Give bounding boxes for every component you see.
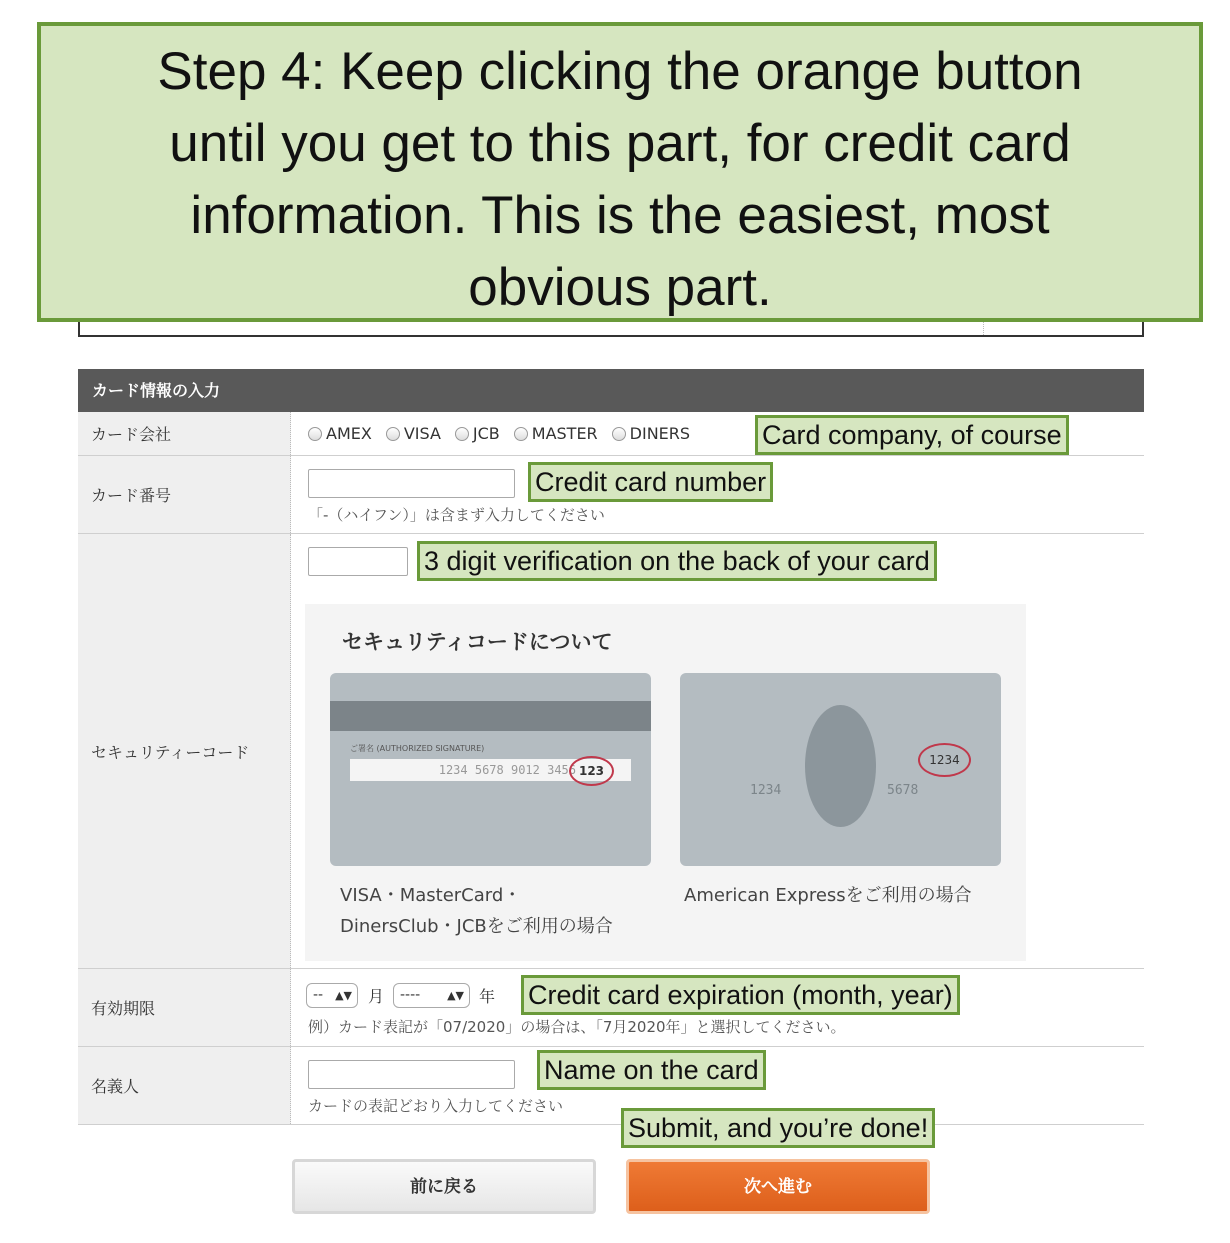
card-number-left: 1234	[750, 783, 782, 798]
card-holder-label: 名義人	[78, 1047, 291, 1124]
banner-line: Step 4: Keep clicking the orange button	[157, 42, 1083, 101]
security-code-explainer	[305, 604, 1026, 961]
back-card-caption-line: DinersClub・JCBをご利用の場合	[340, 916, 613, 937]
callout-card-holder: Name on the card	[537, 1050, 766, 1090]
form-header: カード情報の入力	[78, 369, 1144, 412]
card-number-input[interactable]	[308, 469, 515, 498]
card-number-label: カード番号	[78, 456, 291, 533]
radio-amex-label: AMEX	[326, 424, 372, 443]
card-holder-hint: カードの表記どおり入力してください	[308, 1097, 564, 1115]
next-button[interactable]: 次へ進む	[626, 1159, 930, 1214]
card-emblem	[805, 705, 876, 827]
expiry-hint: 例）カード表記が「07/2020」の場合は、「7月2020年」と選択してください。	[308, 1018, 846, 1036]
cid-highlight: 1234	[918, 743, 971, 777]
month-unit: 月	[368, 987, 385, 1006]
expiry-label: 有効期限	[78, 969, 291, 1046]
card-number-hint: 「-（ハイフン）」は含まず入力してください	[308, 506, 605, 524]
expiry-year-select[interactable]	[393, 983, 470, 1008]
select-arrows-icon: ▲▼	[447, 989, 464, 1002]
security-code-label: セキュリティーコード	[78, 534, 291, 968]
callout-card-number: Credit card number	[528, 462, 773, 502]
card-company-label: カード会社	[78, 412, 291, 455]
card-front-illustration	[680, 673, 1001, 866]
security-code-field	[291, 534, 1144, 968]
radio-jcb-label: JCB	[472, 424, 500, 443]
callout-card-company: Card company, of course	[755, 415, 1069, 455]
security-code-row	[78, 534, 1144, 969]
card-back-illustration	[330, 673, 651, 866]
radio-circle-icon[interactable]	[455, 427, 469, 441]
radio-visa[interactable]	[386, 424, 441, 443]
card-holder-input[interactable]	[308, 1060, 515, 1089]
back-button[interactable]: 前に戻る	[292, 1159, 596, 1214]
banner-line: obvious part.	[468, 258, 772, 317]
radio-visa-label: VISA	[403, 424, 441, 443]
radio-circle-icon[interactable]	[308, 427, 322, 441]
radio-jcb[interactable]	[455, 424, 500, 443]
select-arrows-icon: ▲▼	[335, 989, 352, 1002]
cvv-highlight: 123	[569, 756, 614, 786]
callout-security-code: 3 digit verification on the back of your card	[417, 541, 937, 581]
signature-label: ご署名 (AUTHORIZED SIGNATURE)	[350, 744, 485, 753]
security-code-explainer-title: セキュリティコードについて	[342, 630, 613, 654]
radio-circle-icon[interactable]	[612, 427, 626, 441]
banner-line: until you get to this part, for credit card	[169, 114, 1071, 173]
card-company-radio-group	[308, 424, 690, 443]
radio-diners-label: DINERS	[629, 424, 691, 443]
back-card-caption-line: VISA・MasterCard・	[340, 885, 522, 906]
callout-expiry: Credit card expiration (month, year)	[521, 975, 960, 1015]
year-unit: 年	[479, 987, 496, 1006]
radio-circle-icon[interactable]	[386, 427, 400, 441]
signature-strip: 1234 5678 9012 3456	[350, 759, 631, 781]
expiry-month-value: --	[313, 987, 324, 1003]
radio-master[interactable]	[514, 424, 598, 443]
radio-amex[interactable]	[308, 424, 372, 443]
security-code-input[interactable]	[308, 547, 408, 576]
instruction-banner	[37, 22, 1203, 322]
callout-submit: Submit, and you’re done!	[621, 1108, 935, 1148]
front-card-caption: American Expressをご利用の場合	[684, 885, 972, 906]
back-card-caption	[340, 880, 613, 942]
radio-circle-icon[interactable]	[514, 427, 528, 441]
magnetic-stripe	[330, 701, 651, 731]
expiry-month-select[interactable]	[306, 983, 358, 1008]
card-number-right: 5678	[887, 783, 919, 798]
banner-line: information. This is the easiest, most	[190, 186, 1050, 245]
radio-diners[interactable]	[612, 424, 690, 443]
expiry-year-value: ----	[400, 987, 421, 1003]
radio-master-label: MASTER	[531, 424, 598, 443]
